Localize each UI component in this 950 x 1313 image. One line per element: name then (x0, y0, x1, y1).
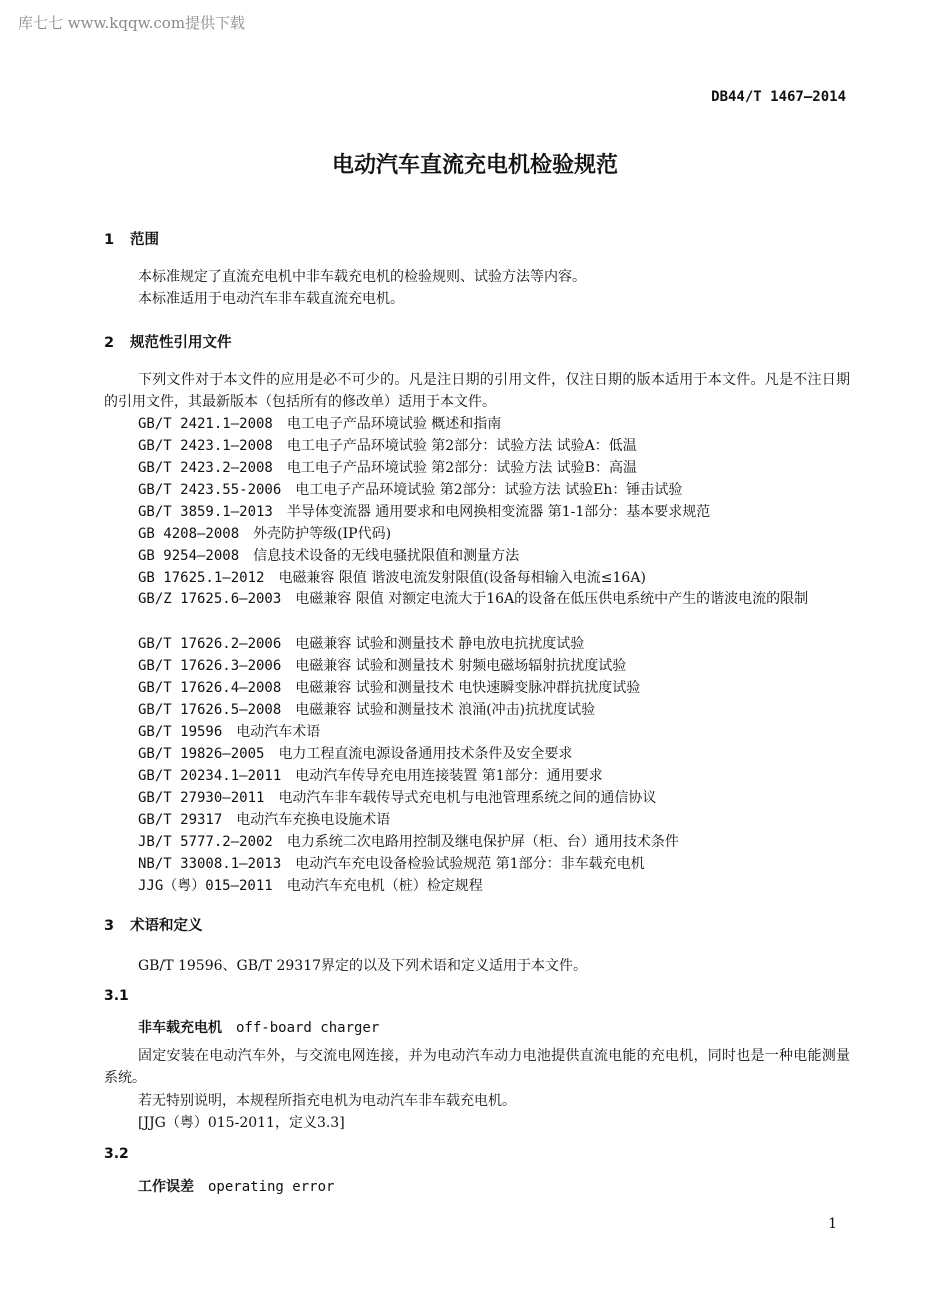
reference-code: GB/T 17626.4—2008 (138, 680, 282, 696)
reference-code: GB/T 29317 (138, 812, 223, 828)
paragraph: 下列文件对于本文件的应用是必不可少的。凡是注日期的引用文件，仅注日期的版本适用于本文件。凡是不注日期的引用文件，其最新版本（包括所有的修改单）适用于本文件。 (104, 372, 850, 410)
section-title: 规范性引用文件 (130, 335, 232, 351)
section-3-heading (104, 914, 203, 935)
paragraph: GB/T 19596、GB/T 29317界定的以及下列术语和定义适用于本文件。 (138, 958, 588, 974)
reference-code: GB/T 2423.2—2008 (138, 460, 273, 476)
reference-title: 电工电子产品环境试验 第2部分：试验方法 试验B：高温 (286, 460, 637, 476)
section-2-heading (104, 331, 232, 352)
reference-item (138, 743, 572, 763)
reference-code: GB/T 2423.55-2006 (138, 482, 282, 498)
reference-item (138, 831, 679, 851)
reference-title: 电磁兼容 限值 对额定电流大于16A的设备在低压供电系统中产生的谐波电流的限制 (295, 591, 809, 607)
reference-item (138, 699, 595, 719)
reference-title: 电工电子产品环境试验 第2部分：试验方法 试验Eh：锤击试验 (295, 482, 683, 498)
reference-code: JB/T 5777.2—2002 (138, 834, 273, 850)
reference-title: 半导体变流器 通用要求和电网换相变流器 第1-1部分：基本要求规范 (286, 504, 711, 520)
reference-item (138, 655, 626, 675)
reference-title: 外壳防护等级(IP代码) (253, 526, 392, 542)
reference-title: 信息技术设备的无线电骚扰限值和测量方法 (253, 548, 520, 564)
reference-title: 电磁兼容 试验和测量技术 电快速瞬变脉冲群抗扰度试验 (295, 680, 641, 696)
watermark: 库七七 www.kqqw.com提供下载 (18, 14, 246, 32)
reference-title: 电动汽车非车载传导式充电机与电池管理系统之间的通信协议 (278, 790, 657, 806)
reference-code: GB/T 27930—2011 (138, 790, 265, 806)
reference-item (138, 787, 656, 807)
reference-item (138, 479, 682, 499)
reference-item (138, 809, 390, 829)
term-chinese: 非车载充电机 (138, 1020, 222, 1036)
page-number: 1 (828, 1216, 837, 1232)
reference-title: 电动汽车术语 (236, 724, 321, 740)
reference-code: GB/T 17626.5—2008 (138, 702, 282, 718)
reference-item (138, 457, 637, 477)
reference-title: 电动汽车充电机（桩）检定规程 (286, 878, 483, 894)
reference-code: GB/T 19826—2005 (138, 746, 265, 762)
reference-code: GB/Z 17625.6—2003 (138, 591, 282, 607)
reference-title: 电动汽车充电设备检验试验规范 第1部分：非车载充电机 (295, 856, 645, 872)
reference-title: 电动汽车充换电设施术语 (236, 812, 391, 828)
reference-code: GB 9254—2008 (138, 548, 240, 564)
reference-code: GB/T 3859.1—2013 (138, 504, 273, 520)
reference-item (138, 875, 483, 895)
reference-code: JJG（粤）015—2011 (138, 878, 273, 894)
term-heading (138, 1176, 334, 1196)
reference-title: 电工电子产品环境试验 第2部分：试验方法 试验A：低温 (286, 438, 637, 454)
term-definition: 固定安装在电动汽车外，与交流电网连接，并为电动汽车动力电池提供直流电能的充电机，同时也是一种电能测量系统。 (104, 1048, 850, 1086)
reference-item (138, 677, 640, 697)
reference-item (138, 633, 584, 653)
term-heading (138, 1017, 379, 1037)
document-code: DB44/T 1467—2014 (711, 89, 846, 105)
paragraph: 本标准适用于电动汽车非车载直流充电机。 (138, 291, 404, 307)
reference-code: GB/T 17626.2—2006 (138, 636, 282, 652)
reference-item (138, 501, 710, 521)
term-source: [JJG（粤）015-2011，定义3.3] (138, 1115, 345, 1131)
reference-item (138, 567, 646, 587)
reference-code: GB 17625.1—2012 (138, 570, 265, 586)
paragraph: 本标准规定了直流充电机中非车载充电机的检验规则、试验方法等内容。 (138, 269, 586, 285)
term-english: off-board charger (236, 1020, 380, 1036)
section-number: 3 (104, 918, 115, 934)
reference-item (138, 721, 320, 741)
reference-code: GB 4208—2008 (138, 526, 240, 542)
section-title: 范围 (130, 232, 159, 248)
reference-code: NB/T 33008.1—2013 (138, 856, 282, 872)
reference-code: GB/T 19596 (138, 724, 223, 740)
reference-item (138, 853, 645, 873)
reference-title: 电力工程直流电源设备通用技术条件及安全要求 (278, 746, 573, 762)
page-title: 电动汽车直流充电机检验规范 (331, 153, 618, 178)
reference-title: 电磁兼容 试验和测量技术 静电放电抗扰度试验 (295, 636, 585, 652)
reference-code: GB/T 2423.1—2008 (138, 438, 273, 454)
term-number: 3.1 (104, 988, 129, 1004)
section-number: 1 (104, 232, 115, 248)
reference-title: 电磁兼容 限值 谐波电流发射限值(设备每相输入电流≤16A) (278, 570, 646, 586)
section-number: 2 (104, 335, 115, 351)
reference-item (138, 435, 637, 455)
term-english: operating error (208, 1179, 335, 1195)
reference-title: 电工电子产品环境试验 概述和指南 (286, 416, 502, 432)
section-title: 术语和定义 (130, 918, 203, 934)
reference-title: 电磁兼容 试验和测量技术 射频电磁场辐射抗扰度试验 (295, 658, 627, 674)
reference-title: 电动汽车传导充电用连接装置 第1部分：通用要求 (295, 768, 603, 784)
reference-item (138, 523, 391, 543)
reference-title: 电力系统二次电路用控制及继电保护屏（柜、台）通用技术条件 (286, 834, 679, 850)
reference-item (138, 545, 519, 565)
reference-code: GB/T 2421.1—2008 (138, 416, 273, 432)
reference-code: GB/T 20234.1—2011 (138, 768, 282, 784)
term-number: 3.2 (104, 1146, 129, 1162)
reference-item (104, 589, 816, 611)
reference-code: GB/T 17626.3—2006 (138, 658, 282, 674)
section-1-heading (104, 228, 159, 249)
reference-title: 电磁兼容 试验和测量技术 浪涌(冲击)抗扰度试验 (295, 702, 596, 718)
term-chinese: 工作误差 (138, 1179, 194, 1195)
reference-item (138, 413, 501, 433)
term-note: 若无特别说明，本规程所指充电机为电动汽车非车载充电机。 (138, 1093, 516, 1109)
reference-item (138, 765, 603, 785)
